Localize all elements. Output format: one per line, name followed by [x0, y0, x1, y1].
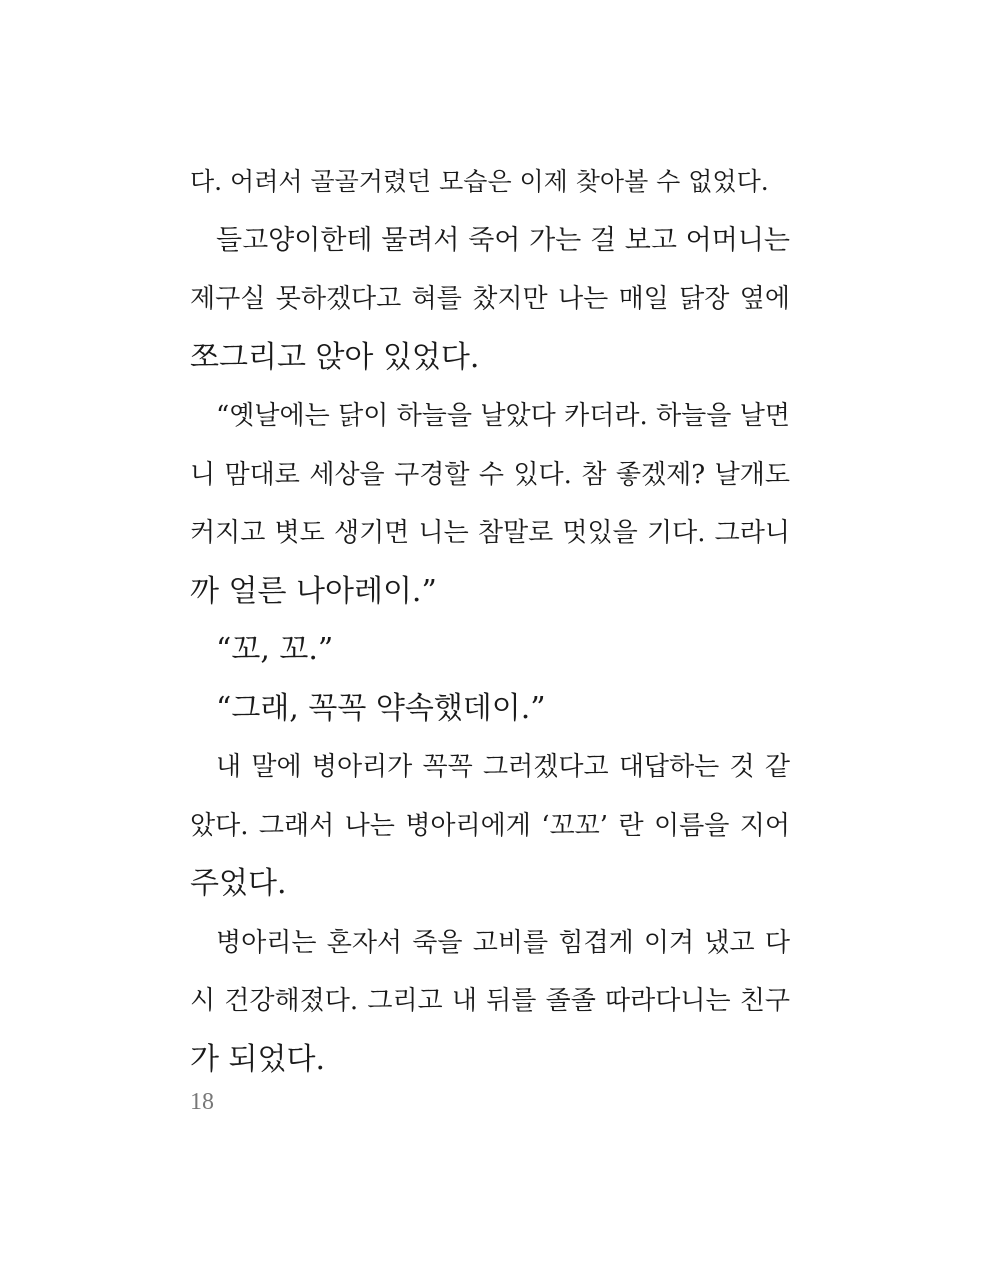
- text-line-2: 들고양이한테 물려서 죽어 가는 걸 보고 어머니는: [216, 224, 790, 256]
- text-line-3: 제구실 못하겠다고 혀를 찼지만 나는 매일 닭장 옆에: [190, 284, 790, 314]
- text-line-16: 가 되었다.: [190, 1041, 325, 1077]
- text-line-13: 주었다.: [190, 866, 287, 901]
- text-line-15: 시 건강해졌다. 그리고 내 뒤를 졸졸 따라다니는 친구: [190, 986, 790, 1016]
- text-line-7: 커지고 볏도 생기면 니는 참말로 멋있을 기다. 그라니: [190, 518, 790, 548]
- text-line-10: “그래, 꼭꼭 약속했데이.”: [216, 690, 546, 726]
- text-line-14: 병아리는 혼자서 죽을 고비를 힘겹게 이겨 냈고 다: [216, 927, 790, 958]
- page-number: 18: [190, 1089, 214, 1115]
- text-line-6: 니 맘대로 세상을 구경할 수 있다. 참 좋겠제? 날개도: [190, 459, 790, 490]
- body-text: [190, 153, 790, 1089]
- text-line-1: 다. 어려서 골골거렸던 모습은 이제 찾아볼 수 없었다.: [190, 167, 769, 196]
- text-line-4: 쪼그리고 앉아 있었다.: [190, 339, 480, 375]
- text-line-12: 았다. 그래서 나는 병아리에게 ‘꼬꼬’ 란 이름을 지어: [190, 810, 790, 841]
- text-line-8: 까 얼른 나아레이.”: [190, 573, 437, 609]
- text-line-5: “옛날에는 닭이 하늘을 날았다 카더라. 하늘을 날면: [216, 401, 790, 431]
- text-line-11: 내 말에 병아리가 꼭꼭 그러겠다고 대답하는 것 같: [216, 752, 790, 782]
- text-line-9: “꼬, 꼬.”: [216, 632, 334, 667]
